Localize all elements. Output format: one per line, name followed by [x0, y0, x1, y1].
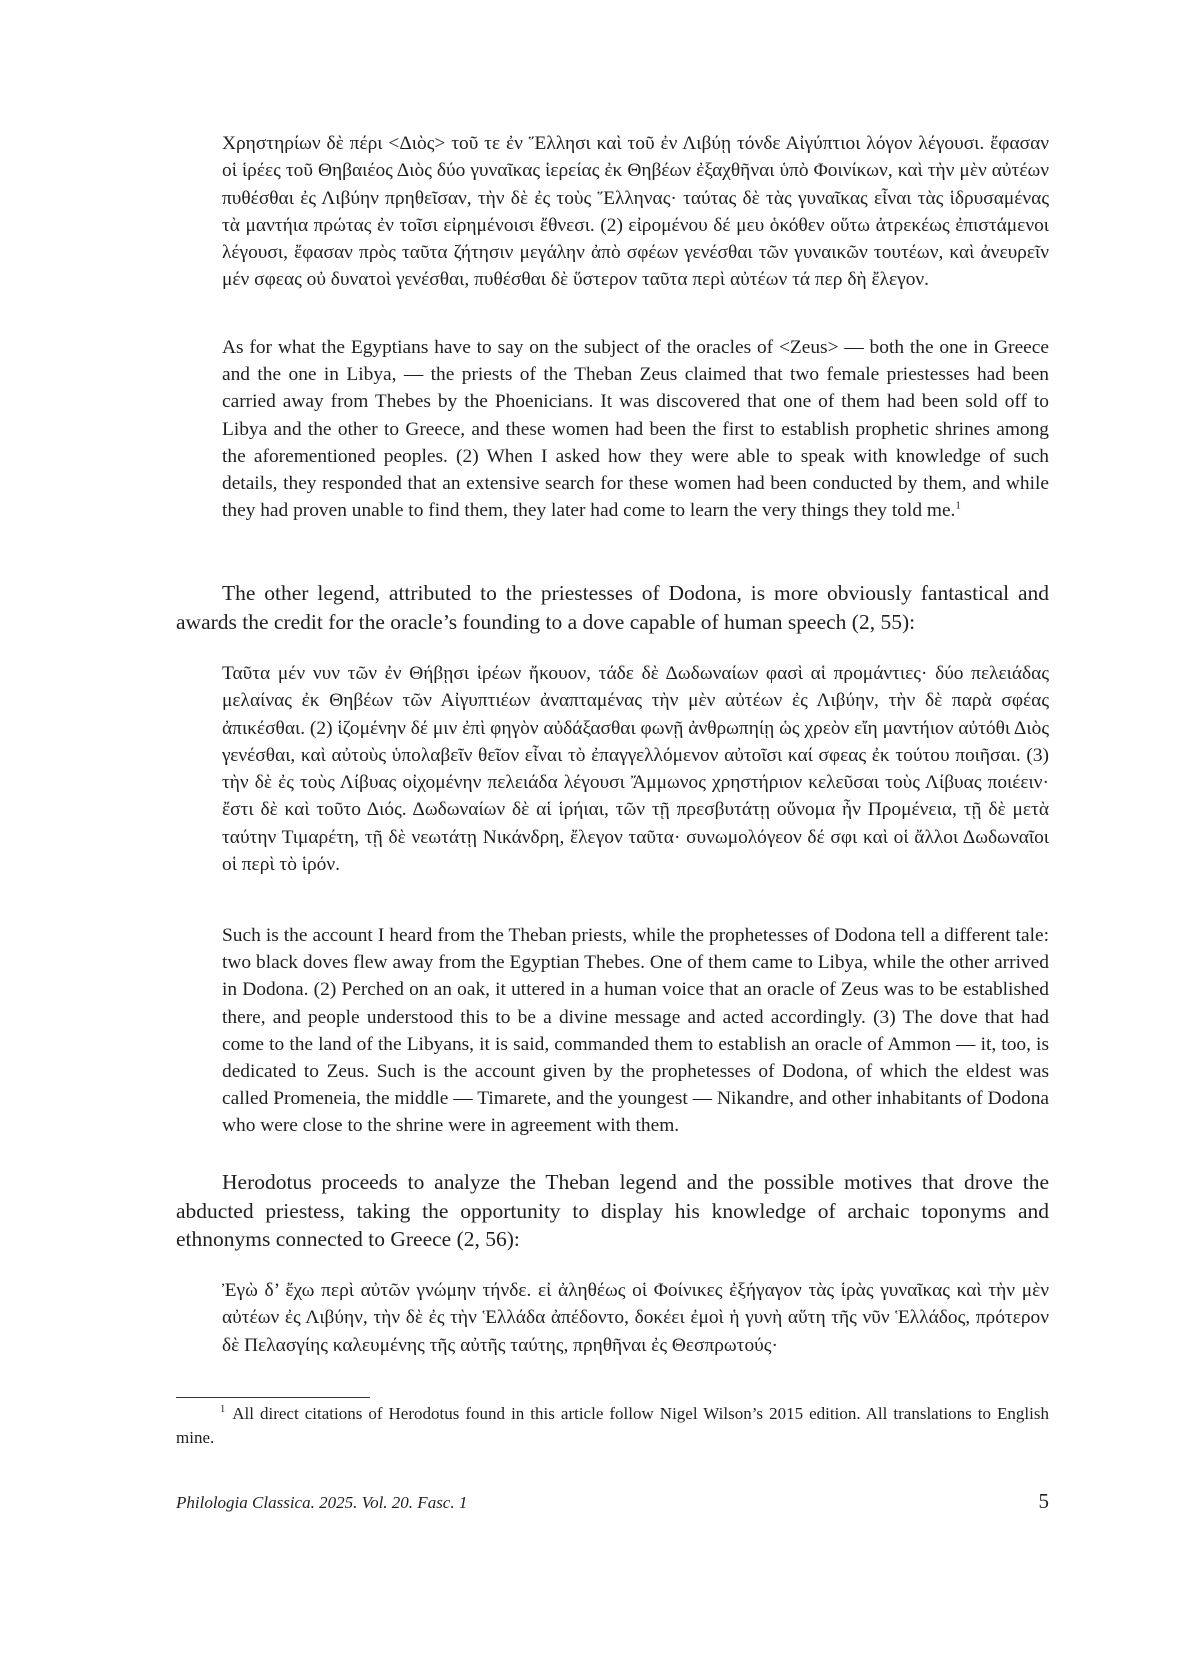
- footnote: [176, 1402, 1049, 1449]
- body-paragraph-2: Herodotus proceeds to analyze the Theban legend and the possible motives that drove the abducted priestess, taking the opportunity to display his knowledge of archaic toponyms and ethnonyms connected to Greece (2, 56):: [176, 1170, 1049, 1251]
- english-translation-2: Such is the account I heard from the Theban priests, while the prophetesses of Dodona tell a different tale: two black doves flew away from the Egyptian Thebes. One of them came to Libya, while the other arrived in Dodona. (2) Perched on an oak, it uttered in a human voice that an oracle of Zeus was to be established there, and people understood this to be a divine message and acted accordingly. (3) The dove that had come to the land of the Libyans, it is said, commanded them to establish an oracle of Ammon — it, too, is dedicated to Zeus. Such is the account given by the prophetesses of Dodona, of which the eldest was called Promeneia, the middle — Timarete, and the youngest — Nikandre, and other inhabitants of Dodona who were close to the shrine were in agreement with them.: [222, 925, 1049, 1137]
- english-translation-1-text: As for what the Egyptians have to say on the subject of the oracles of <Zeus> — both the one in Greece and the one in Libya, — the priests of the Theban Zeus claimed that two female priestesses had been carried away from Thebes by the Phoenicians. It was discovered that one of them had been sold off to Libya and the other to Greece, and these women had been the first to establish prophetic shrines among the aforementioned peoples. (2) When I asked how they were able to speak with knowledge of such details, they responded that an extensive search for these women had been conducted by them, and while they had proven unable to find them, they later had come to learn the very things they told me.: [222, 337, 1049, 522]
- greek-passage-3: Ἐγὼ δ’ ἔχω περὶ αὐτῶν γνώμην τήνδε. εἰ ἀληθέως οἱ Φοίνικες ἐξήγαγον τὰς ἱρὰς γυναῖκας καὶ τὴν μὲν αὐτέων ἐς Λιβύην, τὴν δὲ ἐς τὴν Ἑλλάδα ἀπέδοντο, δοκέει ἐμοὶ ἡ γυνὴ αὕτη τῆς νῦν Ἑλλάδος, πρότερον δὲ Πελασγίης καλευμένης τῆς αὐτῆς ταύτης, πρηθῆναι ἐς Θεσπρωτούς·: [222, 1280, 1049, 1356]
- english-translation-1: [222, 334, 1049, 524]
- footnote-reference: 1: [955, 499, 961, 512]
- journal-footer: Philologia Classica. 2025. Vol. 20. Fasc. 1: [176, 1493, 468, 1512]
- footnote-number: 1: [220, 1404, 226, 1416]
- body-paragraph-1: The other legend, attributed to the priestesses of Dodona, is more obviously fantastical and awards the credit for the oracle’s founding to a dove capable of human speech (2, 55):: [176, 581, 1049, 634]
- page-number: 5: [1038, 1489, 1049, 1513]
- footnote-text: All direct citations of Herodotus found in this article follow Nigel Wilson’s 2015 edition. All translations to English mine.: [176, 1404, 1049, 1447]
- greek-passage-1: Χρηστηρίων δὲ πέρι <Διὸς> τοῦ τε ἐν Ἕλλησι καὶ τοῦ ἐν Λιβύῃ τόνδε Αἰγύπτιοι λόγον λέγουσι. ἔφασαν οἱ ἱρέες τοῦ Θηβαιέος Διὸς δύο γυναῖκας ἱερείας ἐκ Θηβέων ἐξαχθῆναι ὑπὸ Φοινίκων, καὶ τὴν μὲν αὐτέων πυθέσθαι ἐς Λιβύην πρηθεῖσαν, τὴν δὲ ἐς τοὺς Ἕλληνας· ταύτας δὲ τὰς γυναῖκας εἶναι τὰς ἱδρυσαμένας τὰ μαντήια πρώτας ἐν τοῖσι εἰρημένοισι ἔθνεσι. (2) εἰρομένου δέ μευ ὁκόθεν οὕτω ἀτρεκέως ἐπιστάμενοι λέγουσι, ἔφασαν πρὸς ταῦτα ζήτησιν μεγάλην ἀπὸ σφέων γενέσθαι τῶν γυναικῶν τουτέων, καὶ ἀνευρεῖν μέν σφεας οὐ δυνατοὶ γενέσθαι, πυθέσθαι δὲ ὕστερον ταῦτα περὶ αὐτέων τά περ δὴ ἔλεγον.: [222, 133, 1049, 291]
- footnote-separator: [176, 1397, 370, 1398]
- greek-passage-2: Ταῦτα μέν νυν τῶν ἐν Θήβῃσι ἱρέων ἤκουον, τάδε δὲ Δωδωναίων φασὶ αἱ προμάντιες· δύο πελειάδας μελαίνας ἐκ Θηβέων τῶν Αἰγυπτιέων ἀναπταμένας τὴν μὲν αὐτέων ἐς Λιβύην, τὴν δὲ παρὰ σφέας ἀπικέσθαι. (2) ἱζομένην δέ μιν ἐπὶ φηγὸν αὐδάξασθαι φωνῇ ἀνθρωπηίῃ ὡς χρεὸν εἴη μαντήιον αὐτόθι Διὸς γενέσθαι, καὶ αὐτοὺς ὑπολαβεῖν θεῖον εἶναι τὸ ἐπαγγελλόμενον αὐτοῖσι καί σφεας ἐκ τούτου ποιῆσαι. (3) τὴν δὲ ἐς τοὺς Λίβυας οἰχομένην πελειάδα λέγουσι Ἄμμωνος χρηστήριον κελεῦσαι τοὺς Λίβυας ποιέειν· ἔστι δὲ καὶ τοῦτο Διός. Δωδωναίων δὲ αἱ ἱρήιαι, τῶν τῇ πρεσβυτάτῃ οὔνομα ἦν Προμένεια, τῇ δὲ μετὰ ταύτην Τιμαρέτη, τῇ δὲ νεωτάτῃ Νικάνδρη, ἔλεγον ταῦτα· συνωμολόγεον δέ σφι καὶ οἱ ἄλλοι Δωδωναῖοι οἱ περὶ τὸ ἱρόν.: [222, 663, 1049, 876]
